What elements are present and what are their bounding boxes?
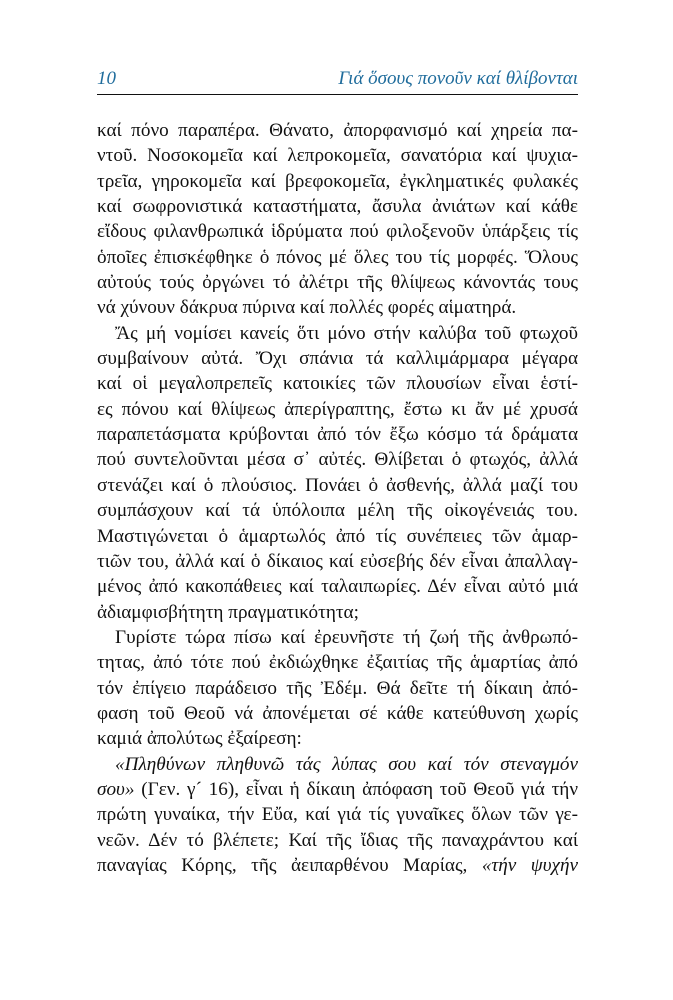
text-line: Γυρίστε τώρα πίσω καί ἐρευνῆστε τή ζωή τῆς ἀνθρωπό- xyxy=(115,626,578,648)
scripture-quote-end: σου» xyxy=(97,778,135,800)
text-line: πού συντελοῦνται μέσα σ᾽ αὐτές. Θλίβεται ὁ φτωχός, ἀλλά xyxy=(97,449,578,471)
text-line xyxy=(97,752,578,777)
text-line: τιῶν του, ἀλλά καί ὁ δίκαιος καί εὐσεβής δέν εἶναι ἀπαλλαγ- xyxy=(97,550,578,572)
text-line xyxy=(97,777,578,802)
text-line: παραπετάσματα κρύβονται ἀπό τόν ἔξω κόσμο τά δράματα xyxy=(97,424,578,446)
text-line: τητας, ἀπό τότε πού ἐκδιώχθηκε ἐξαιτίας τῆς ἁμαρτίας ἀπό xyxy=(97,652,578,674)
text-line: ὁποῖες ἐπισκέφθηκε ὁ πόνος μέ ὅλες του τίς μορφές. Ὅλους xyxy=(97,246,578,268)
text-line xyxy=(97,853,578,878)
text-line: μένος ἀπό κακοπάθειες καί ταλαιπωρίες. Δέν εἶναι αὐτό μιά xyxy=(97,576,578,598)
text-line: στενάζει καί ὁ πλούσιος. Πονάει ὁ ἀσθενής, ἀλλά μαζί του xyxy=(97,474,578,496)
text-line: νεῶν. Δέν τό βλέπετε; Καί τῆς ἴδιας τῆς παναχράντου καί xyxy=(97,829,578,851)
scripture-quote: «Πληθύνων πληθυνῶ τάς λύπας σου καί τόν στεναγμόν xyxy=(115,753,578,775)
text-line: συμπάσχουν καί τά ὑπόλοιπα μέλη τῆς οἰκογένειάς του. xyxy=(97,500,578,522)
text-line: εἴδους φιλανθρωπικά ἱδρύματα πού φιλοξενοῦν ὑπάρξεις τίς xyxy=(97,221,578,243)
scripture-quote-start: «τήν ψυχήν xyxy=(481,854,578,876)
header-rule xyxy=(97,94,578,95)
page-number: 10 xyxy=(97,68,116,89)
running-header xyxy=(97,64,578,94)
text-line: καί σωφρονιστικά καταστήματα, ἄσυλα ἀνιάτων καί κάθε xyxy=(97,196,578,218)
text-line: Ἄς μή νομίσει κανείς ὅτι μόνο στήν καλύβα τοῦ φτωχοῦ xyxy=(115,322,578,344)
body-text xyxy=(97,118,578,878)
text-line: καμιά ἀπολύτως ἐξαίρεση: xyxy=(97,728,302,750)
text-line: τόν ἐπίγειο παράδεισο τῆς Ἐδέμ. Θά δεῖτε τή δίκαιη ἀπό- xyxy=(97,677,578,699)
text-line: συμβαίνουν αὐτά. Ὄχι σπάνια τά καλλιμάρμαρα μέγαρα xyxy=(97,348,578,370)
text-segment: παναγίας Κόρης, τῆς ἀειπαρθένου Μαρίας, xyxy=(97,854,482,876)
text-line: καί οἱ μεγαλοπρεπεῖς κατοικίες τῶν πλουσίων εἶναι ἑστί- xyxy=(97,373,578,395)
text-line: νά χύνουν δάκρυα πύρινα καί πολλές φορές αἱματηρά. xyxy=(97,297,517,319)
text-line: ντοῦ. Νοσοκομεῖα καί λεπροκομεῖα, σανατόρια καί ψυχια- xyxy=(97,145,578,167)
text-line: πρώτη γυναίκα, τήν Εὔα, καί γιά τίς γυναῖκες ὅλων τῶν γε- xyxy=(97,804,578,826)
text-line: ες πόνου καί θλίψεως ἀπερίγραπτης, ἔστω κι ἄν μέ χρυσά xyxy=(97,398,578,420)
text-line: φαση τοῦ Θεοῦ νά ἀπονέμεται σέ κάθε κατεύθυνση χωρίς xyxy=(97,702,578,724)
text-segment: (Γεν. γ´ 16), εἶναι ἡ δίκαιη ἀπόφαση τοῦ Θεοῦ γιά τήν xyxy=(134,778,578,800)
text-line: ἀδιαμφισβήτητη πραγματικότητα; xyxy=(97,601,359,623)
text-line: αὐτούς τούς ὀργώνει τό ἀλέτρι τῆς θλίψεως κάνοντάς τους xyxy=(97,272,578,294)
text-line: τρεῖα, γηροκομεῖα καί βρεφοκομεῖα, ἐγκληματικές φυλακές xyxy=(97,170,578,192)
text-line: καί πόνο παραπέρα. Θάνατο, ἀπορφανισμό καί χηρεία πα- xyxy=(97,120,578,141)
running-title: Γιά ὅσους πονοῦν καί θλίβονται xyxy=(338,68,578,89)
text-line: Μαστιγώνεται ὁ ἁμαρτωλός ἀπό τίς συνέπειες τῶν ἁμαρ- xyxy=(97,525,578,547)
